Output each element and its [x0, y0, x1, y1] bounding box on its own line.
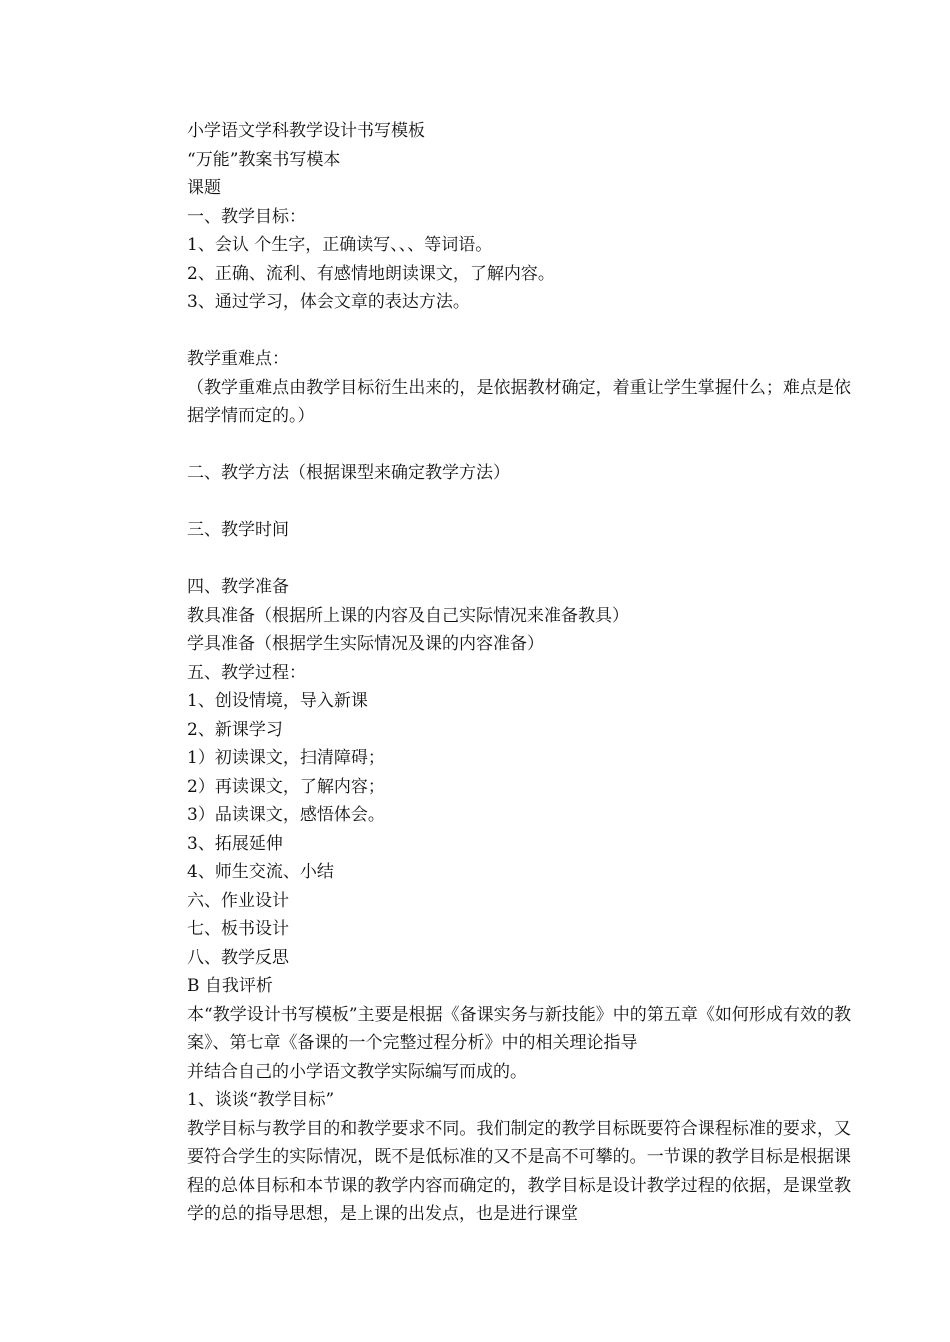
lesson-topic-label: 课题 [187, 178, 221, 198]
objectives-discussion-paragraph: 教学目标与教学目的和教学要求不同。我们制定的教学目标既要符合课程标准的要求，又要符合学生的实际情况，既不是低标准的又不是高不可攀的。一节课的教学目标是根据课程的总体目标和本节课的教学内容而确定的，教学目标是设计教学过程的依据，是课堂教学的总的指导思想，是上课的出发点，也是进行课堂 [187, 1118, 851, 1224]
self-evaluation-paragraph: 本“教学设计书写模板”主要是根据《备课实务与新技能》中的第五章《如何形成有效的教案》、第七章《备课的一个完整过程分析》中的相关理论指导 [187, 1004, 851, 1053]
document-subtitle: “万能”教案书写模本 [187, 149, 341, 170]
section-heading-reflection: 八、教学反思 [187, 947, 289, 968]
process-substep-2: 2）再读课文，了解内容； [187, 776, 385, 797]
learning-aids-line: 学具准备（根据学生实际情况及课的内容准备） [187, 634, 544, 654]
section-heading-methods: 二、教学方法（根据课型来确定教学方法） [187, 463, 510, 483]
process-substep-3: 3）品读课文，感悟体会。 [187, 805, 385, 825]
document-title: 小学语文学科教学设计书写模板 [187, 121, 425, 141]
section-heading-board: 七、板书设计 [187, 919, 289, 939]
section-heading-time: 三、教学时间 [187, 520, 289, 540]
blank-line [187, 545, 851, 574]
key-points-note: （教学重难点由教学目标衍生出来的，是依据教材确定，着重让学生掌握什么；难点是依据学情而定的。） [187, 377, 851, 426]
key-points-heading: 教学重难点： [187, 349, 289, 369]
section-heading-process: 五、教学过程： [187, 662, 306, 683]
process-step-3: 3、拓展延伸 [187, 833, 283, 854]
process-step-1: 1、创设情境，导入新课 [187, 691, 368, 711]
document-page [187, 117, 851, 1229]
objective-item-2: 2、正确、流利、有感情地朗读课文，了解内容。 [187, 263, 555, 284]
self-evaluation-continuation: 并结合自己的小学语文教学实际编写而成的。 [187, 1061, 527, 1082]
blank-line [187, 317, 851, 346]
self-evaluation-heading: B 自我评析 [187, 976, 273, 996]
objective-item-3: 3、通过学习，体会文章的表达方法。 [187, 292, 470, 312]
objectives-discussion-heading: 1、谈谈“教学目标” [187, 1090, 335, 1110]
section-heading-homework: 六、作业设计 [187, 890, 289, 911]
process-step-2: 2、新课学习 [187, 719, 283, 740]
process-substep-1: 1）初读课文，扫清障碍； [187, 748, 385, 768]
section-heading-objectives: 一、教学目标： [187, 206, 306, 227]
process-step-4: 4、师生交流、小结 [187, 862, 334, 882]
blank-line [187, 431, 851, 460]
section-heading-preparation: 四、教学准备 [187, 577, 289, 597]
objective-item-1: 1、会认 个生字，正确读写、、、等词语。 [187, 235, 493, 255]
teaching-aids-line: 教具准备（根据所上课的内容及自己实际情况来准备教具） [187, 605, 629, 626]
blank-line [187, 488, 851, 517]
